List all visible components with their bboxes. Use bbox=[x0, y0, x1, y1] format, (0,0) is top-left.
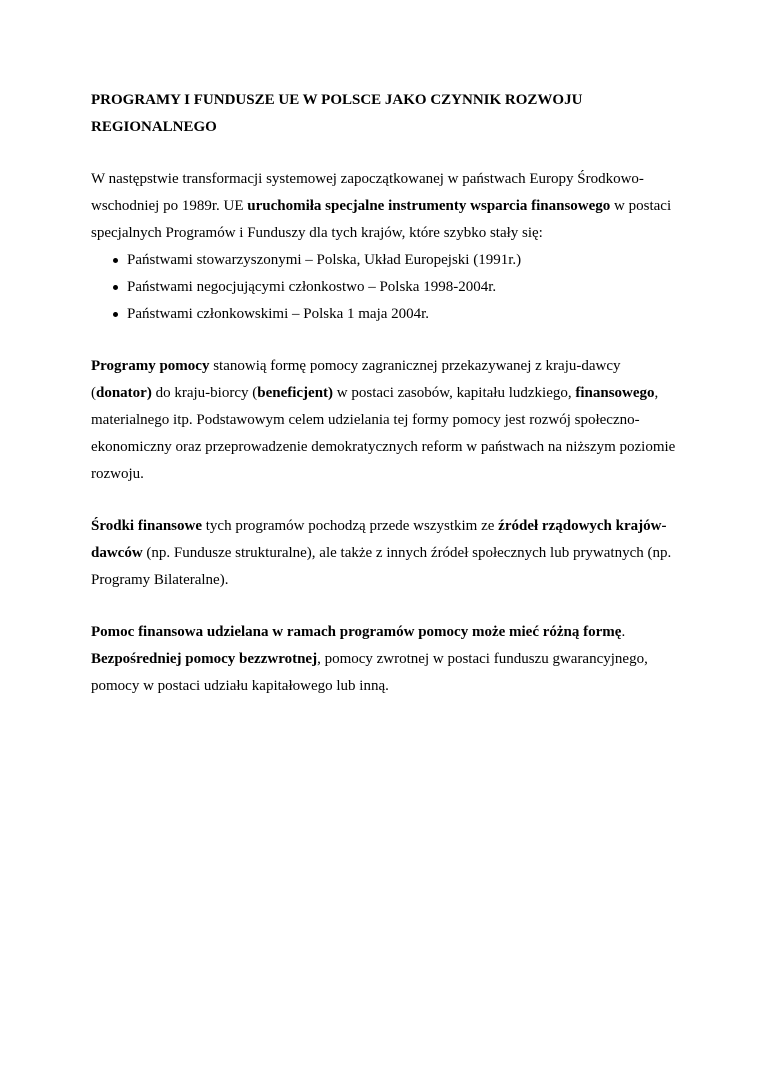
bullet-icon bbox=[113, 258, 118, 263]
paragraph-programs bbox=[91, 353, 681, 488]
paragraph-text: W następstwie transformacji systemowej zapoczątkowanej w państwach Europy Środkowo-wschodniej po 1989r. UE bbox=[91, 171, 644, 214]
bold-text: Pomoc finansowa udzielana w ramach programów pomocy może mieć różną formę bbox=[91, 624, 622, 640]
list-item bbox=[91, 274, 681, 301]
paragraph-text: (np. Fundusze strukturalne), ale także z innych źródeł społecznych lub prywatnych (np. Programy Bilateralne). bbox=[91, 545, 672, 588]
bold-text: źródeł rządowych krajów-dawców bbox=[91, 518, 667, 561]
paragraph-funds bbox=[91, 513, 681, 594]
paragraph-text: w postaci specjalnych Programów i Funduszy dla tych krajów, które szybko stały się: bbox=[91, 198, 672, 241]
document-title: PROGRAMY I FUNDUSZE UE W POLSCE JAKO CZYNNIK ROZWOJU REGIONALNEGO bbox=[91, 92, 583, 135]
bold-text: finansowego bbox=[575, 385, 655, 401]
bold-text: Bezpośredniej pomocy bezzwrotnej bbox=[91, 651, 318, 667]
paragraph-text: . bbox=[621, 624, 626, 640]
paragraph-intro bbox=[91, 166, 681, 247]
paragraph-aid-forms bbox=[91, 619, 681, 700]
list-item-text: Państwami stowarzyszonymi – Polska, Układ Europejski (1991r.) bbox=[127, 252, 522, 268]
list-item-text: Państwami członkowskimi – Polska 1 maja 2004r. bbox=[127, 306, 430, 322]
paragraph-text: , pomocy zwrotnej w postaci funduszu gwarancyjnego, pomocy w postaci udziału kapitałowego lub inną. bbox=[91, 651, 648, 694]
paragraph-text: do kraju-biorcy ( bbox=[151, 385, 258, 401]
bold-text: Programy pomocy bbox=[91, 358, 210, 374]
bullet-icon bbox=[113, 312, 118, 317]
bold-text: donator) bbox=[96, 385, 152, 401]
list-item-text: Państwami negocjującymi członkostwo – Polska 1998-2004r. bbox=[127, 279, 497, 295]
paragraph-text: , materialnego itp. Podstawowym celem udzielania tej formy pomocy jest rozwój społeczno-ekonomiczny oraz przeprowadzenie demokratycznych reform w państwach na niższym poziomie rozwoju. bbox=[91, 385, 676, 482]
bold-text: uruchomiła specjalne instrumenty wsparcia finansowego bbox=[247, 198, 611, 214]
bullet-list bbox=[91, 247, 681, 328]
document-page bbox=[91, 87, 681, 700]
bold-text: beneficjent) bbox=[257, 385, 334, 401]
paragraph-text: stanowią formę pomocy zagranicznej przekazywanej z kraju-dawcy ( bbox=[91, 358, 621, 401]
paragraph-text: w postaci zasobów, kapitału ludzkiego, bbox=[333, 385, 576, 401]
paragraph-text: tych programów pochodzą przede wszystkim ze bbox=[202, 518, 499, 534]
bold-text: Środki finansowe bbox=[91, 518, 203, 534]
list-item bbox=[91, 247, 681, 274]
list-item bbox=[91, 301, 681, 328]
bullet-icon bbox=[113, 285, 118, 290]
